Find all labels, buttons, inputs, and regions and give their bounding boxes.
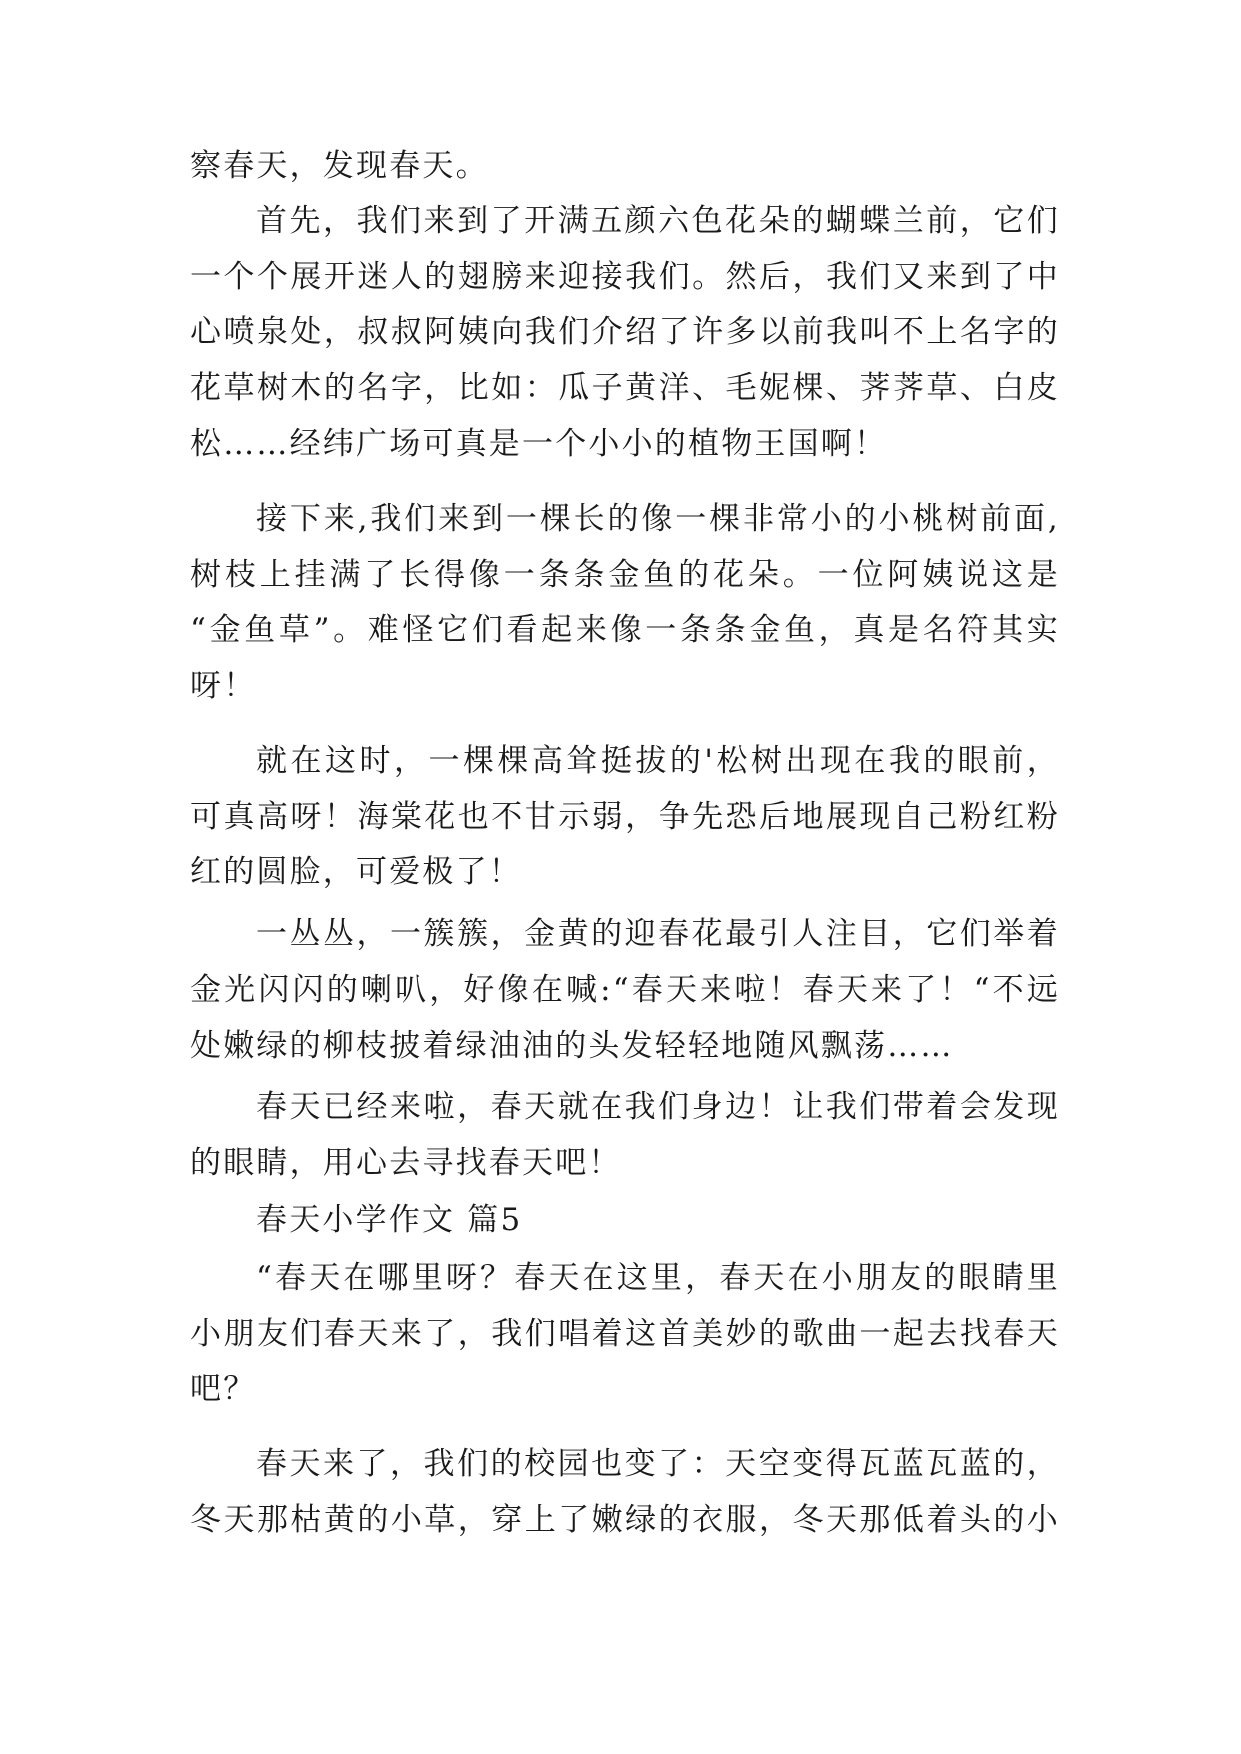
text-line: 金光闪闪的喇叭，好像在喊:“春天来啦！春天来了！“不远 [190,972,1060,1008]
text-line: 的眼睛，用心去寻找春天吧！ [190,1145,622,1181]
text-line: 心喷泉处，叔叔阿姨向我们介绍了许多以前我叫不上名字的 [190,314,1060,350]
text-line: 首先，我们来到了开满五颜六色花朵的蝴蝶兰前，它们 [256,203,1060,239]
text-line: 接下来,我们来到一棵长的像一棵非常小的小桃树前面, [256,501,1060,537]
text-line: 察春天，发现春天。 [190,148,489,184]
text-line: 春天已经来啦，春天就在我们身边！让我们带着会发现 [256,1089,1060,1125]
text-line: 冬天那枯黄的小草，穿上了嫩绿的衣服，冬天那低着头的小 [190,1502,1060,1538]
text-line: 松……经纬广场可真是一个小小的植物王国啊！ [190,426,888,462]
text-line: 一个个展开迷人的翅膀来迎接我们。然后，我们又来到了中 [190,259,1060,295]
text-line: 红的圆脸，可爱极了！ [190,854,522,890]
text-line: “金鱼草”。难怪它们看起来像一条条金鱼，真是名符其实 [190,612,1060,648]
text-line: 可真高呀！海棠花也不甘示弱，争先恐后地展现自己粉红粉 [190,799,1060,835]
text-line: 花草树木的名字，比如：瓜子黄洋、毛妮棵、荠荠草、白皮 [190,370,1060,406]
text-line: 一丛丛，一簇簇，金黄的迎春花最引人注目，它们举着 [256,916,1060,952]
text-line: 吧？ [190,1371,257,1407]
section-heading: 春天小学作文 篇5 [256,1202,523,1238]
text-line: 呀！ [190,668,257,704]
text-line: “春天在哪里呀？春天在这里，春天在小朋友的眼睛里 [256,1260,1060,1296]
text-line: 小朋友们春天来了，我们唱着这首美妙的歌曲一起去找春天 [190,1316,1060,1352]
text-line: 春天来了，我们的校园也变了：天空变得瓦蓝瓦蓝的， [256,1446,1060,1482]
text-line: 就在这时，一棵棵高耸挺拔的'松树出现在我的眼前， [256,743,1060,779]
text-line: 树枝上挂满了长得像一条条金鱼的花朵。一位阿姨说这是 [190,557,1060,593]
text-line: 处嫩绿的柳枝披着绿油油的头发轻轻地随风飘荡…… [190,1028,954,1064]
